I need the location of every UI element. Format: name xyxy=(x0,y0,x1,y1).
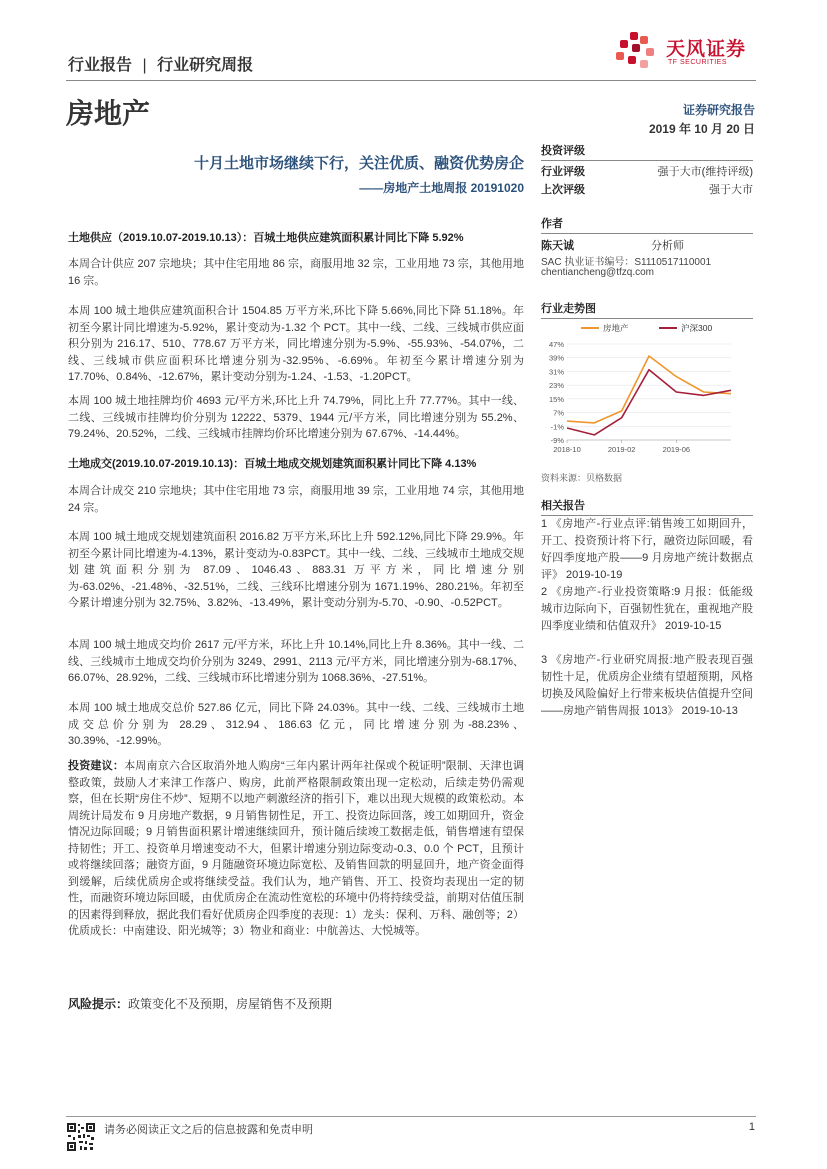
supply-paragraph: 本周 100 城土地供应建筑面积合计 1504.85 万平方米,环比下降 5.66%,同比下降 51.18%。年初至今累计同比增速为-5.92%，累计变动为-1.32 个 PCT。其中一线、二线、三线城市供应面积分别为 216.17、510、778.67 万平方米，同比增速分别为-5.9%、-55.93%、-54.07%，二线、三线城市供应面积环比增速分别为-32.95%、-6.69%。年初至今累计增速分别为 17.70%、0.84%、-12.67%，累计变动分别为-1.24、-1.53、-1.20PCT。 xyxy=(68,305,524,383)
report-subtitle: ——房地产土地周报 20191020 xyxy=(359,181,524,195)
logo-icon xyxy=(612,30,664,74)
page-number: 1 xyxy=(748,1121,755,1133)
y-tick-label: 23% xyxy=(548,381,564,391)
author-email[interactable]: chentiancheng@tfzq.com xyxy=(541,267,654,278)
trend-chart-svg xyxy=(541,318,753,463)
report-type: 证券研究报告 xyxy=(682,103,755,117)
x-tick-label: 2019-06 xyxy=(662,445,691,454)
deal-heading: 土地成交(2019.10.07-2019.10.13)：百城土地成交规划建筑面积累计同比下降 4.13% xyxy=(68,458,477,470)
y-tick-label: -1% xyxy=(550,422,564,432)
report-category: 行业报告 | 行业研究周报 xyxy=(68,57,254,74)
author-cert: SAC 执业证书编号：S1110517110001 xyxy=(541,257,712,268)
supply-paragraph: 本周合计供应 207 宗地块；其中住宅用地 86 宗，商服用地 32 宗，工业用地 73 宗，其他用地 16 宗。 xyxy=(68,258,524,287)
deal-paragraph: 本周合计成交 210 宗地块；其中住宅用地 73 宗，商服用地 39 宗，工业用地 74 宗，其他用地 24 宗。 xyxy=(68,485,524,514)
risk-warning: 风险提示：政策变化不及预期，房屋销售不及预期 xyxy=(68,997,333,1011)
header-rule xyxy=(66,80,756,81)
y-tick-label: 7% xyxy=(553,408,564,418)
report-date: 2019 年 10 月 20 日 xyxy=(648,122,755,136)
brand-sub: TF SECURITIES xyxy=(668,59,728,66)
supply-heading: 土地供应（2019.10.07-2019.10.13）：百城土地供应建筑面积累计同比下降 5.92% xyxy=(68,232,464,244)
trend-chart xyxy=(541,318,753,463)
qr-code[interactable] xyxy=(66,1122,96,1152)
author-name: 陈天诚 xyxy=(541,240,574,252)
related-item[interactable]: 3 《房地产-行业研究周报:地产股表现百强韧性十足，优质房企业绩有望超预期，风格切换及风险偏好上行带来板块估值提升空间——房地产销售周报 1013》 2019-10-13 xyxy=(541,654,754,717)
y-tick-label: -9% xyxy=(550,436,564,445)
related-heading: 相关报告 xyxy=(541,497,753,516)
y-tick-label: 15% xyxy=(548,394,564,404)
report-title: 十月土地市场继续下行，关注优质、融资优势房企 xyxy=(193,155,524,172)
deal-paragraph: 本周 100 城土地成交总价 527.86 亿元，同比下降 24.03%。其中一线、二线、三线城市土地成交总价分别为 28.29、312.94、186.63 亿元，同比增速分别为-88.23%、30.39%、-12.99%。 xyxy=(68,702,524,747)
industry-title: 房地产 xyxy=(66,98,151,129)
y-tick-label: 39% xyxy=(548,353,564,363)
brand-logo xyxy=(612,30,762,74)
footer-disclaimer[interactable]: 请务必阅读正文之后的信息披露和免责申明 xyxy=(104,1124,313,1136)
investment-advice: 投资建议：本周南京六合区取消外地人购房“三年内累计两年社保或个税证明”限制、天津也调整政策，鼓励人才来津工作落户、购房，此前严格限制政策出现一定松动，后续走势仍需观察，但在长期“房住不炒”、短期不以地产刺激经济的指引下，难以出现大规模的政策松动。本周统计局发布 9 月房地产数据，9 月销售韧性足，开工、投资边际回落，竣工如期回升，资金情况边际回暖；9 月销售面积累计增速继续回升，预计随后续竣工数据走低，销售增速有望保持韧性；开工、投资单月增速变动不大，但累计增速分别边际变动-0.3、0.0 个 PCT，且预计或将继续回落；融资方面，9 月随融资环境边际宽松、及销售回款的明显回升，地产资金面得到缓解，后续优质房企或将继续受益。我们认为，地产销售、开工、投资均表现出一定的韧性，而融资环境边际回暖，由优质房企在流动性宽松的环境中仍将持续受益，前期对估值压制的因素得到释放，据此我们看好优质房企四季度的表现：1）龙头：保利、万科、融创等；2）优质成长：中南建设、阳光城等；3）物业和商业：中航善达、大悦城等。 xyxy=(68,760,525,937)
chart-source: 资料来源：贝格数据 xyxy=(541,473,623,483)
legend-label: 沪深300 xyxy=(681,323,713,333)
footer-rule xyxy=(66,1116,756,1117)
author-heading: 作者 xyxy=(541,215,753,234)
trend-heading: 行业走势图 xyxy=(541,300,753,319)
legend-label: 房地产 xyxy=(603,323,629,333)
related-item[interactable]: 2 《房地产-行业投资策略:9 月报：低能级城市边际向下，百强韧性犹在，重视地产股四季度业绩和估值双升》 2019-10-15 xyxy=(541,586,753,632)
author-role: 分析师 xyxy=(651,240,684,252)
supply-paragraph: 本周 100 城土地挂牌均价 4693 元/平方米,环比上升 74.79%，同比上升 77.77%。其中一线、二线、三线城市挂牌均价分别为 12222、5379、1944 元/平方米，同比增速分别为 55.2%、79.24%、20.52%，二线、三线城市挂牌均价环比增速分别为 67.67%、-14.44%。 xyxy=(68,395,524,440)
y-tick-label: 47% xyxy=(548,340,564,349)
x-tick-label: 2019-02 xyxy=(607,445,636,454)
rating-heading: 投资评级 xyxy=(541,142,753,161)
brand-name: 天风证券 xyxy=(666,39,747,60)
x-tick-label: 2018-10 xyxy=(553,445,581,454)
deal-paragraph: 本周 100 城土地成交均价 2617 元/平方米，环比上升 10.14%,同比上升 8.36%。其中一线、二线、三线城市土地成交均价分别为 3249、2991、2113 元/平方米，同比增速分别为-68.17%、66.07%、28.92%，二线、三线城市环比增速分别为 1068.36%、-27.51%。 xyxy=(68,639,524,684)
deal-paragraph: 本周 100 城土地成交规划建筑面积 2016.82 万平方米,环比上升 592.12%,同比下降 29.9%。年初至今累计同比增速为-4.13%，累计变动为-0.83PCT。其中一线、二线、三线城市土地成交规划建筑面积分别为 87.09、1046.43、883.31 万平方米，同比增速分别为-63.02%、-21.48%、-32.51%，二线、三线环比增速分别为 1671.19%、280.21%。年初至今累计增速分别为 32.75%、3.82%、-13.49%，累计变动分别为-5.70、-0.90、-0.52PCT。 xyxy=(68,531,524,609)
y-tick-label: 31% xyxy=(548,367,564,377)
qr-code-icon xyxy=(66,1122,96,1152)
related-item[interactable]: 1 《房地产-行业点评:销售竣工如期回升，开工、投资预计将下行，融资边际回暖，看好四季度地产股——9 月房地产统计数据点评》 2019-10-19 xyxy=(541,518,754,581)
series-line xyxy=(567,370,731,435)
